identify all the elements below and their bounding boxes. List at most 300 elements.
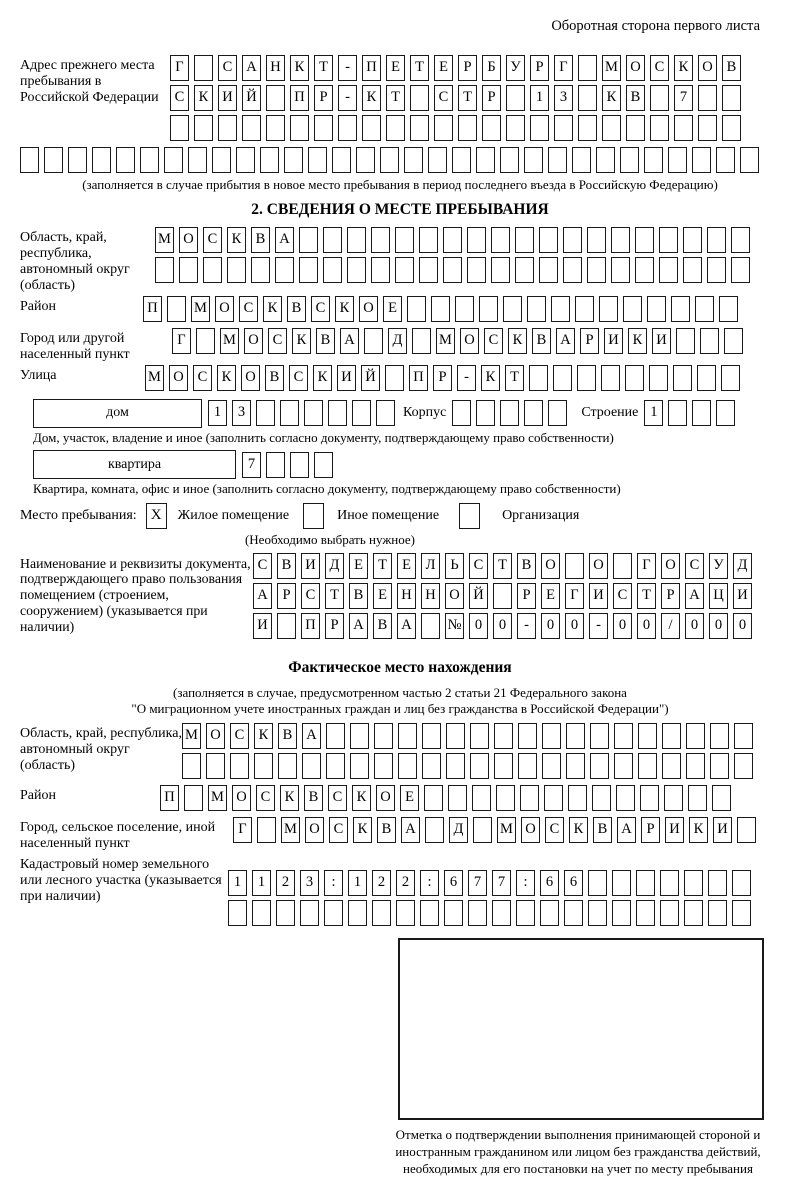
char-cell[interactable]: В — [304, 785, 323, 811]
char-cell[interactable] — [732, 870, 751, 896]
char-cell[interactable] — [590, 753, 609, 779]
char-cell[interactable]: 0 — [613, 613, 632, 639]
char-cell[interactable] — [419, 227, 438, 253]
char-cell[interactable] — [732, 900, 751, 926]
char-cell[interactable] — [203, 257, 222, 283]
char-cell[interactable] — [596, 147, 615, 173]
char-cell[interactable] — [565, 553, 584, 579]
char-cell[interactable] — [611, 227, 630, 253]
char-cell[interactable] — [323, 257, 342, 283]
char-cell[interactable] — [683, 257, 702, 283]
char-cell[interactable]: Н — [397, 583, 416, 609]
char-cell[interactable]: В — [316, 328, 335, 354]
char-cell[interactable]: К — [263, 296, 282, 322]
char-cell[interactable]: П — [362, 55, 381, 81]
char-cell[interactable]: М — [436, 328, 455, 354]
char-cell[interactable]: Д — [325, 553, 344, 579]
char-cell[interactable]: Т — [386, 85, 405, 111]
char-cell[interactable] — [566, 753, 585, 779]
char-cell[interactable] — [721, 365, 740, 391]
char-cell[interactable] — [695, 296, 714, 322]
char-cell[interactable]: С — [268, 328, 287, 354]
char-cell[interactable]: С — [170, 85, 189, 111]
char-cell[interactable] — [257, 817, 276, 843]
char-cell[interactable] — [554, 115, 573, 141]
char-cell[interactable]: Д — [733, 553, 752, 579]
char-cell[interactable]: К — [217, 365, 236, 391]
char-cell[interactable] — [662, 723, 681, 749]
char-cell[interactable] — [386, 115, 405, 141]
char-cell[interactable] — [476, 147, 495, 173]
char-cell[interactable]: Е — [373, 583, 392, 609]
char-cell[interactable]: Т — [493, 553, 512, 579]
char-cell[interactable] — [520, 785, 539, 811]
char-cell[interactable] — [422, 723, 441, 749]
char-cell[interactable]: 3 — [554, 85, 573, 111]
char-cell[interactable] — [482, 115, 501, 141]
char-cell[interactable] — [452, 147, 471, 173]
char-cell[interactable]: 0 — [469, 613, 488, 639]
char-cell[interactable] — [614, 753, 633, 779]
char-cell[interactable]: К — [292, 328, 311, 354]
char-cell[interactable]: - — [338, 85, 357, 111]
char-cell[interactable] — [260, 147, 279, 173]
char-cell[interactable] — [599, 296, 618, 322]
char-cell[interactable] — [252, 900, 271, 926]
char-cell[interactable] — [364, 328, 383, 354]
char-cell[interactable]: С — [613, 583, 632, 609]
char-cell[interactable]: О — [661, 553, 680, 579]
char-cell[interactable]: О — [589, 553, 608, 579]
char-cell[interactable] — [164, 147, 183, 173]
char-cell[interactable]: В — [349, 583, 368, 609]
char-cell[interactable] — [20, 147, 39, 173]
char-cell[interactable]: 1 — [530, 85, 549, 111]
char-cell[interactable]: 2 — [276, 870, 295, 896]
char-cell[interactable] — [590, 723, 609, 749]
char-cell[interactable] — [352, 400, 371, 426]
char-cell[interactable]: А — [302, 723, 321, 749]
char-cell[interactable] — [277, 613, 296, 639]
char-cell[interactable] — [467, 257, 486, 283]
char-cell[interactable] — [290, 115, 309, 141]
char-cell[interactable]: 0 — [733, 613, 752, 639]
char-cell[interactable] — [314, 115, 333, 141]
char-cell[interactable]: Г — [172, 328, 191, 354]
char-cell[interactable]: М — [191, 296, 210, 322]
char-cell[interactable] — [424, 785, 443, 811]
char-cell[interactable] — [506, 115, 525, 141]
char-cell[interactable]: П — [290, 85, 309, 111]
char-cell[interactable] — [347, 227, 366, 253]
char-cell[interactable]: Е — [400, 785, 419, 811]
char-cell[interactable]: Р — [641, 817, 660, 843]
char-cell[interactable] — [719, 296, 738, 322]
char-cell[interactable] — [578, 55, 597, 81]
char-cell[interactable]: А — [275, 227, 294, 253]
char-cell[interactable] — [623, 296, 642, 322]
char-cell[interactable] — [734, 723, 753, 749]
char-cell[interactable]: Г — [565, 583, 584, 609]
char-cell[interactable] — [527, 296, 546, 322]
char-cell[interactable]: О — [521, 817, 540, 843]
char-cell[interactable] — [444, 900, 463, 926]
char-cell[interactable]: М — [145, 365, 164, 391]
char-cell[interactable]: Й — [469, 583, 488, 609]
char-cell[interactable] — [431, 296, 450, 322]
char-cell[interactable]: С — [193, 365, 212, 391]
char-cell[interactable]: 7 — [674, 85, 693, 111]
char-cell[interactable] — [494, 723, 513, 749]
char-cell[interactable]: О — [179, 227, 198, 253]
char-cell[interactable] — [256, 400, 275, 426]
char-cell[interactable]: О — [359, 296, 378, 322]
char-cell[interactable] — [707, 257, 726, 283]
char-cell[interactable]: К — [313, 365, 332, 391]
char-cell[interactable] — [266, 115, 285, 141]
char-cell[interactable] — [731, 257, 750, 283]
char-cell[interactable]: А — [253, 583, 272, 609]
char-cell[interactable] — [592, 785, 611, 811]
char-cell[interactable] — [326, 753, 345, 779]
char-cell[interactable] — [422, 753, 441, 779]
char-cell[interactable]: Н — [266, 55, 285, 81]
char-cell[interactable] — [396, 900, 415, 926]
char-cell[interactable]: В — [517, 553, 536, 579]
char-cell[interactable]: 7 — [468, 870, 487, 896]
char-cell[interactable] — [698, 85, 717, 111]
char-cell[interactable] — [324, 900, 343, 926]
char-cell[interactable]: В — [722, 55, 741, 81]
char-cell[interactable]: Ь — [445, 553, 464, 579]
char-cell[interactable] — [563, 227, 582, 253]
char-cell[interactable] — [616, 785, 635, 811]
char-cell[interactable] — [491, 227, 510, 253]
char-cell[interactable]: А — [349, 613, 368, 639]
char-cell[interactable] — [472, 785, 491, 811]
char-cell[interactable] — [635, 227, 654, 253]
char-cell[interactable]: П — [160, 785, 179, 811]
char-cell[interactable]: 7 — [492, 870, 511, 896]
char-cell[interactable] — [374, 753, 393, 779]
char-cell[interactable]: Г — [637, 553, 656, 579]
char-cell[interactable] — [116, 147, 135, 173]
char-cell[interactable] — [674, 115, 693, 141]
char-cell[interactable]: С — [230, 723, 249, 749]
char-cell[interactable] — [230, 753, 249, 779]
char-cell[interactable]: / — [661, 613, 680, 639]
char-cell[interactable]: Г — [554, 55, 573, 81]
char-cell[interactable] — [664, 785, 683, 811]
char-cell[interactable] — [620, 147, 639, 173]
char-cell[interactable]: П — [143, 296, 162, 322]
char-cell[interactable] — [503, 296, 522, 322]
char-cell[interactable] — [419, 257, 438, 283]
char-cell[interactable] — [734, 753, 753, 779]
char-cell[interactable]: К — [352, 785, 371, 811]
char-cell[interactable] — [660, 870, 679, 896]
char-cell[interactable] — [140, 147, 159, 173]
char-cell[interactable] — [443, 257, 462, 283]
char-cell[interactable]: В — [373, 613, 392, 639]
char-cell[interactable]: В — [251, 227, 270, 253]
char-cell[interactable]: С — [203, 227, 222, 253]
char-cell[interactable] — [575, 296, 594, 322]
char-cell[interactable]: Р — [517, 583, 536, 609]
char-cell[interactable] — [577, 365, 596, 391]
char-cell[interactable]: Д — [388, 328, 407, 354]
char-cell[interactable] — [649, 365, 668, 391]
char-cell[interactable]: Т — [637, 583, 656, 609]
char-cell[interactable] — [242, 115, 261, 141]
char-cell[interactable]: : — [324, 870, 343, 896]
char-cell[interactable]: П — [301, 613, 320, 639]
char-cell[interactable] — [194, 115, 213, 141]
char-cell[interactable]: Т — [314, 55, 333, 81]
char-cell[interactable]: П — [409, 365, 428, 391]
char-cell[interactable] — [348, 900, 367, 926]
char-cell[interactable] — [376, 400, 395, 426]
char-cell[interactable] — [710, 753, 729, 779]
char-cell[interactable]: И — [301, 553, 320, 579]
char-cell[interactable] — [407, 296, 426, 322]
char-cell[interactable] — [328, 400, 347, 426]
char-cell[interactable] — [659, 227, 678, 253]
char-cell[interactable] — [724, 328, 743, 354]
char-cell[interactable] — [68, 147, 87, 173]
char-cell[interactable] — [578, 85, 597, 111]
char-cell[interactable]: К — [254, 723, 273, 749]
char-cell[interactable] — [662, 753, 681, 779]
char-cell[interactable] — [326, 723, 345, 749]
char-cell[interactable] — [266, 452, 285, 478]
char-cell[interactable]: К — [362, 85, 381, 111]
char-cell[interactable]: Т — [325, 583, 344, 609]
char-cell[interactable]: К — [335, 296, 354, 322]
char-cell[interactable] — [218, 115, 237, 141]
char-cell[interactable] — [251, 257, 270, 283]
char-cell[interactable]: М — [497, 817, 516, 843]
char-cell[interactable]: М — [155, 227, 174, 253]
char-cell[interactable] — [644, 147, 663, 173]
char-cell[interactable] — [385, 365, 404, 391]
char-cell[interactable]: Р — [458, 55, 477, 81]
char-cell[interactable] — [737, 817, 756, 843]
char-cell[interactable]: 6 — [444, 870, 463, 896]
char-cell[interactable] — [553, 365, 572, 391]
char-cell[interactable] — [170, 115, 189, 141]
char-cell[interactable] — [638, 723, 657, 749]
char-cell[interactable]: К — [194, 85, 213, 111]
char-cell[interactable] — [212, 147, 231, 173]
char-cell[interactable]: С — [311, 296, 330, 322]
char-cell[interactable] — [710, 723, 729, 749]
char-cell[interactable] — [683, 227, 702, 253]
char-cell[interactable]: 1 — [208, 400, 227, 426]
char-cell[interactable] — [668, 400, 687, 426]
char-cell[interactable] — [684, 900, 703, 926]
char-cell[interactable] — [564, 900, 583, 926]
char-cell[interactable]: А — [401, 817, 420, 843]
char-cell[interactable] — [179, 257, 198, 283]
char-cell[interactable] — [491, 257, 510, 283]
char-cell[interactable] — [278, 753, 297, 779]
char-cell[interactable]: И — [604, 328, 623, 354]
char-cell[interactable] — [692, 147, 711, 173]
char-cell[interactable] — [338, 115, 357, 141]
char-cell[interactable] — [428, 147, 447, 173]
char-cell[interactable] — [544, 785, 563, 811]
char-cell[interactable] — [276, 900, 295, 926]
char-cell[interactable]: О — [445, 583, 464, 609]
char-cell[interactable]: : — [420, 870, 439, 896]
char-cell[interactable]: И — [713, 817, 732, 843]
char-cell[interactable]: К — [353, 817, 372, 843]
char-cell[interactable] — [196, 328, 215, 354]
char-cell[interactable] — [182, 753, 201, 779]
char-cell[interactable] — [308, 147, 327, 173]
char-cell[interactable] — [206, 753, 225, 779]
char-cell[interactable]: Е — [386, 55, 405, 81]
char-cell[interactable] — [540, 900, 559, 926]
char-cell[interactable] — [467, 227, 486, 253]
char-cell[interactable] — [542, 753, 561, 779]
char-cell[interactable] — [572, 147, 591, 173]
char-cell[interactable]: В — [593, 817, 612, 843]
char-cell[interactable] — [395, 227, 414, 253]
char-cell[interactable] — [506, 85, 525, 111]
char-cell[interactable]: И — [665, 817, 684, 843]
char-cell[interactable] — [530, 115, 549, 141]
char-cell[interactable] — [612, 870, 631, 896]
char-cell[interactable]: К — [227, 227, 246, 253]
char-cell[interactable]: К — [280, 785, 299, 811]
char-cell[interactable]: 6 — [564, 870, 583, 896]
char-cell[interactable] — [280, 400, 299, 426]
char-cell[interactable]: В — [287, 296, 306, 322]
char-cell[interactable] — [692, 400, 711, 426]
char-cell[interactable] — [673, 365, 692, 391]
char-cell[interactable] — [708, 870, 727, 896]
char-cell[interactable] — [455, 296, 474, 322]
char-cell[interactable]: Л — [421, 553, 440, 579]
char-cell[interactable] — [684, 870, 703, 896]
char-cell[interactable] — [640, 785, 659, 811]
char-cell[interactable]: Е — [349, 553, 368, 579]
char-cell[interactable]: С — [434, 85, 453, 111]
char-cell[interactable]: 0 — [685, 613, 704, 639]
char-cell[interactable]: Т — [410, 55, 429, 81]
char-cell[interactable] — [188, 147, 207, 173]
char-cell[interactable]: 1 — [252, 870, 271, 896]
char-cell[interactable] — [323, 227, 342, 253]
char-cell[interactable]: С — [650, 55, 669, 81]
char-cell[interactable] — [290, 452, 309, 478]
char-cell[interactable]: - — [457, 365, 476, 391]
char-cell[interactable]: С — [685, 553, 704, 579]
char-cell[interactable] — [494, 753, 513, 779]
char-cell[interactable]: А — [397, 613, 416, 639]
char-cell[interactable]: Т — [458, 85, 477, 111]
char-cell[interactable] — [254, 753, 273, 779]
char-cell[interactable]: И — [337, 365, 356, 391]
char-cell[interactable]: С — [484, 328, 503, 354]
char-cell[interactable]: С — [301, 583, 320, 609]
char-cell[interactable]: 1 — [644, 400, 663, 426]
char-cell[interactable]: 0 — [493, 613, 512, 639]
char-cell[interactable]: 0 — [565, 613, 584, 639]
char-cell[interactable] — [566, 723, 585, 749]
char-cell[interactable]: Г — [233, 817, 252, 843]
char-cell[interactable] — [299, 257, 318, 283]
char-cell[interactable] — [227, 257, 246, 283]
char-cell[interactable]: А — [617, 817, 636, 843]
char-cell[interactable]: Й — [242, 85, 261, 111]
char-cell[interactable] — [194, 55, 213, 81]
char-cell[interactable]: Й — [361, 365, 380, 391]
char-cell[interactable] — [563, 257, 582, 283]
char-cell[interactable] — [266, 85, 285, 111]
char-cell[interactable] — [380, 147, 399, 173]
char-cell[interactable]: Р — [580, 328, 599, 354]
char-cell[interactable] — [712, 785, 731, 811]
char-cell[interactable]: У — [506, 55, 525, 81]
char-cell[interactable]: С — [329, 817, 348, 843]
char-cell[interactable] — [395, 257, 414, 283]
char-cell[interactable]: О — [232, 785, 251, 811]
char-cell[interactable]: М — [208, 785, 227, 811]
char-cell[interactable] — [515, 227, 534, 253]
char-cell[interactable] — [492, 900, 511, 926]
char-cell[interactable]: А — [556, 328, 575, 354]
char-cell[interactable] — [476, 400, 495, 426]
char-cell[interactable] — [647, 296, 666, 322]
char-cell[interactable] — [529, 365, 548, 391]
char-cell[interactable]: Н — [421, 583, 440, 609]
char-cell[interactable] — [470, 753, 489, 779]
char-cell[interactable] — [371, 257, 390, 283]
char-cell[interactable]: И — [218, 85, 237, 111]
char-cell[interactable]: К — [628, 328, 647, 354]
char-cell[interactable] — [650, 85, 669, 111]
char-cell[interactable] — [740, 147, 759, 173]
char-cell[interactable]: : — [516, 870, 535, 896]
char-cell[interactable] — [420, 900, 439, 926]
char-cell[interactable]: Т — [505, 365, 524, 391]
char-cell[interactable]: К — [689, 817, 708, 843]
char-cell[interactable] — [500, 147, 519, 173]
char-cell[interactable] — [625, 365, 644, 391]
char-cell[interactable] — [421, 613, 440, 639]
char-cell[interactable]: 6 — [540, 870, 559, 896]
char-cell[interactable]: Р — [482, 85, 501, 111]
char-cell[interactable] — [92, 147, 111, 173]
char-cell[interactable] — [398, 723, 417, 749]
char-cell[interactable] — [410, 115, 429, 141]
char-cell[interactable] — [686, 753, 705, 779]
char-cell[interactable]: 0 — [637, 613, 656, 639]
char-cell[interactable]: А — [340, 328, 359, 354]
char-cell[interactable]: К — [481, 365, 500, 391]
char-cell[interactable]: 3 — [232, 400, 251, 426]
char-cell[interactable]: О — [215, 296, 234, 322]
char-cell[interactable]: О — [541, 553, 560, 579]
char-cell[interactable]: К — [508, 328, 527, 354]
char-cell[interactable]: Р — [433, 365, 452, 391]
char-cell[interactable] — [707, 227, 726, 253]
char-cell[interactable]: Р — [661, 583, 680, 609]
char-cell[interactable] — [688, 785, 707, 811]
